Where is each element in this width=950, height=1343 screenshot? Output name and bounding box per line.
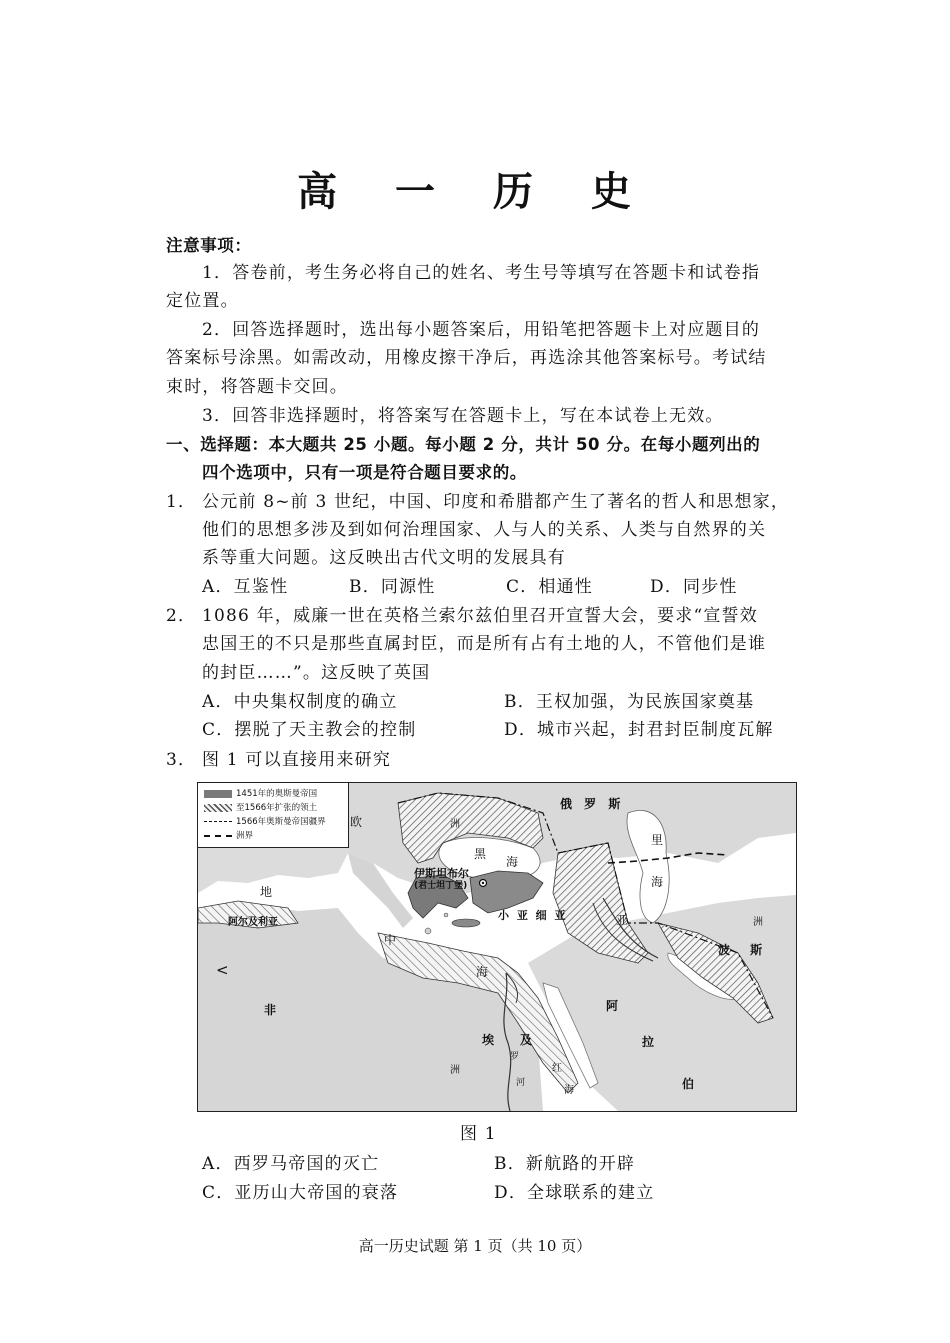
q1-stem-line-1: 公元前 8~前 3 世纪，中国、印度和希腊都产生了著名的哲人和思想家，	[202, 492, 790, 512]
map-label-med-zhong: 中	[384, 933, 397, 947]
map-label-red-hong: 红	[552, 1063, 562, 1074]
legend-item-continent-border	[204, 829, 253, 841]
q2-stem-line-2: 忠国王的不只是那些直属封臣，而是所有占有土地的人，不管他们是谁	[202, 634, 767, 654]
q1-option-c[interactable]: C．相通性	[506, 577, 594, 597]
map-label-arabia-bo: 伯	[682, 1077, 695, 1091]
map-label-africa-fei: 非	[264, 1003, 277, 1017]
map-label-russia: 俄 罗 斯	[560, 797, 625, 811]
legend-swatch-border	[204, 821, 232, 822]
q1-option-d[interactable]: D．同步性	[650, 577, 738, 597]
notice-item-2-line-1: 2．回答选择题时，选出每小题答案后，用铅笔把答题卡上对应题目的	[202, 320, 761, 340]
notice-heading: 注意事项：	[166, 236, 252, 255]
page-title: 高 一 历 史	[297, 169, 653, 215]
map-label-arabia-la: 拉	[642, 1035, 655, 1049]
legend-label-continent: 洲界	[236, 831, 254, 841]
map-label-algeria: 阿尔及利亚	[228, 917, 278, 928]
map-label-black: 黑	[474, 847, 487, 861]
notice-item-1-line-2: 定位置。	[166, 291, 239, 311]
q2-option-c[interactable]: C．摆脱了天主教会的控制	[202, 720, 417, 740]
map-label-europe: 欧	[350, 815, 363, 829]
legend-item-1566-border	[204, 815, 326, 827]
section-heading-line-1: 一、选择题：本大题共 25 小题。每小题 2 分，共计 50 分。在每小题列出的	[166, 435, 761, 454]
notice-item-2-line-2: 答案标号涂黑。如需改动，用橡皮擦干净后，再选涂其他答案标号。考试结	[166, 348, 767, 368]
q3-option-b[interactable]: B．新航路的开辟	[494, 1154, 636, 1174]
map-label-caspian-hai: 海	[651, 875, 664, 889]
legend-swatch-continent	[204, 835, 232, 837]
legend-label-expansion: 至1566年扩张的领土	[236, 803, 318, 813]
notice-item-1-line-1: 1．答卷前，考生务必将自己的姓名、考生号等填写在答题卡和试卷指	[202, 263, 761, 283]
q2-stem-line-3: 的封臣……”。这反映了英国	[202, 663, 431, 683]
map-label-asia-zhou: 洲	[753, 917, 763, 928]
q1-option-a[interactable]: A．互鉴性	[202, 577, 289, 597]
q1-stem-line-2: 他们的思想多涉及到如何治理国家、人与人的关系、人类与自然界的关	[202, 520, 767, 540]
map-label-di: 地	[260, 885, 273, 899]
map-label-egypt-ji: 及	[520, 1033, 533, 1047]
q1-option-b[interactable]: B．同源性	[349, 577, 436, 597]
notice-item-2-line-3: 束时，将答题卡交回。	[166, 377, 348, 397]
q2-number: 2．	[166, 606, 197, 626]
map-label-black-hai: 海	[506, 855, 519, 869]
map-label-egypt-ai: 埃	[482, 1033, 495, 1047]
q3-option-d[interactable]: D．全球联系的建立	[494, 1183, 655, 1203]
figure-caption: 图 1	[460, 1124, 497, 1144]
q3-stem: 图 1 可以直接用来研究	[202, 750, 392, 770]
map-label-caspian-li: 里	[651, 833, 664, 847]
legend-item-1451	[204, 787, 317, 799]
map-label-constantinople: (君士坦丁堡)	[414, 881, 468, 891]
q2-stem-line-1: 1086 年，威廉一世在英格兰索尔兹伯里召开宣誓大会，要求“宣誓效	[202, 606, 758, 626]
map-label-nile-luo: 罗	[510, 1052, 520, 1062]
legend-swatch-expansion	[204, 804, 232, 812]
legend-swatch-1451	[204, 790, 232, 798]
page-footer: 高一历史试题 第 1 页（共 10 页）	[358, 1237, 592, 1255]
q1-stem-line-3: 系等重大问题。这反映出古代文明的发展具有	[202, 548, 566, 568]
q3-option-a[interactable]: A．西罗马帝国的灭亡	[202, 1154, 380, 1174]
q2-option-d[interactable]: D．城市兴起，封君封臣制度瓦解	[504, 720, 774, 740]
map-label-nile-he: 河	[516, 1078, 526, 1088]
q2-option-a[interactable]: A．中央集权制度的确立	[202, 692, 398, 712]
map-label-asia-minor: 小 亚 细 亚	[498, 909, 568, 922]
legend-label-1451: 1451年的奥斯曼帝国	[236, 789, 318, 799]
q1-number: 1．	[166, 492, 197, 512]
q2-option-b[interactable]: B．王权加强，为民族国家奠基	[504, 692, 755, 712]
map-label-asia-ya: 亚	[616, 913, 629, 927]
map-label-africa-zhou: 洲	[450, 1065, 460, 1076]
q3-number: 3．	[166, 750, 197, 770]
map-prev-arrow-icon: <	[216, 961, 229, 979]
section-heading-line-2: 四个选项中，只有一项是符合题目要求的。	[202, 463, 527, 482]
map-legend	[198, 783, 349, 848]
ottoman-empire-map	[197, 782, 797, 1112]
map-label-europe-zhou: 洲	[450, 819, 460, 830]
legend-label-border: 1566年奥斯曼帝国疆界	[236, 817, 326, 827]
notice-item-3: 3．回答非选择题时，将答案写在答题卡上，写在本试卷上无效。	[202, 406, 724, 426]
map-label-med-hai: 海	[476, 965, 489, 979]
q3-option-c[interactable]: C．亚历山大帝国的衰落	[202, 1183, 399, 1203]
map-label-persia: 波 斯	[718, 943, 771, 957]
legend-item-1566-expansion	[204, 801, 317, 813]
map-label-arabia-a: 阿	[606, 999, 619, 1013]
map-label-red-hai: 海	[564, 1085, 574, 1096]
map-label-istanbul: 伊斯坦布尔	[414, 867, 469, 880]
